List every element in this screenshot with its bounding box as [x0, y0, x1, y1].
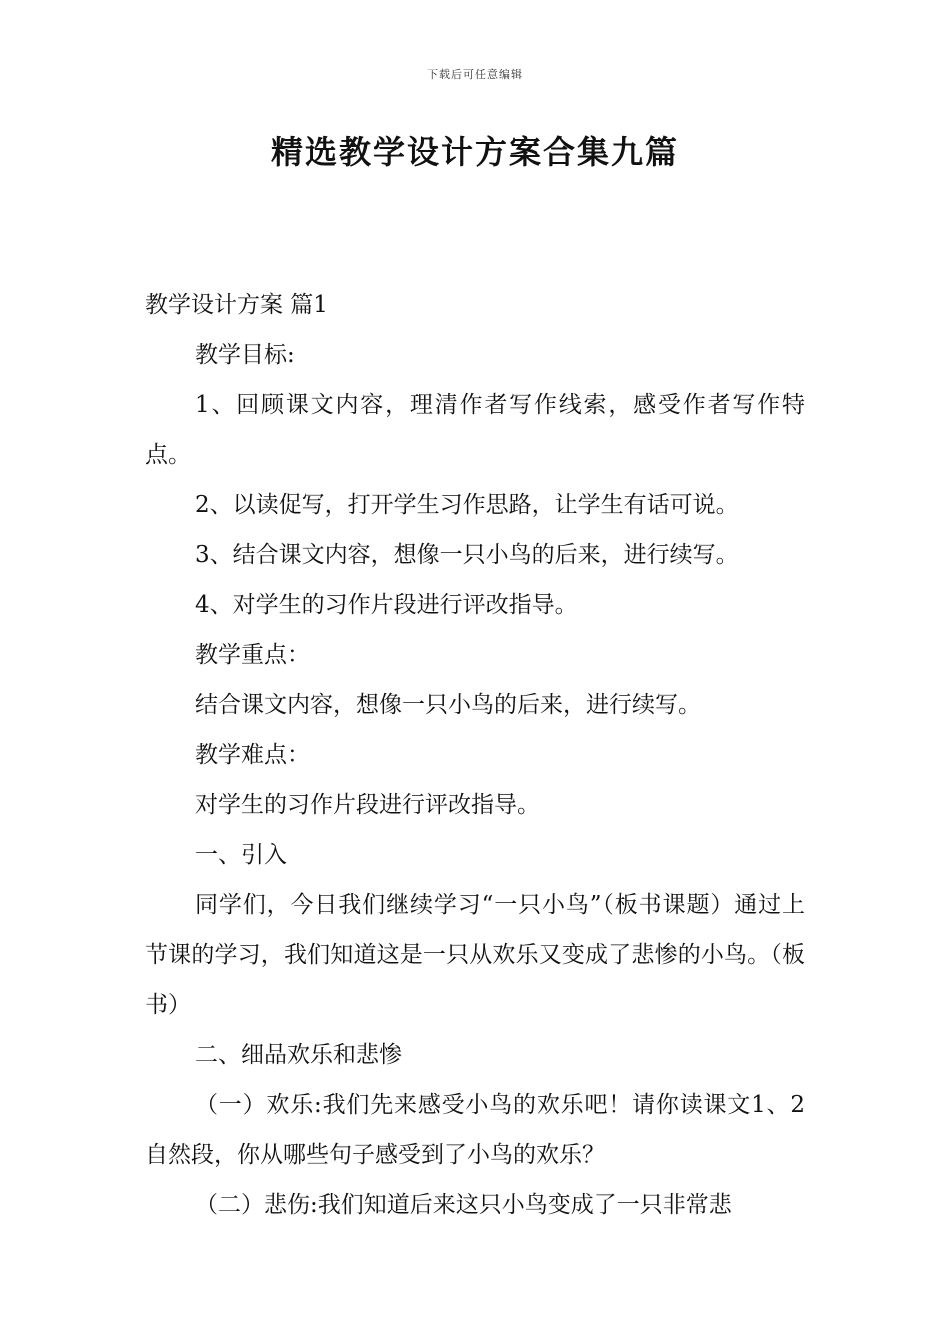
header-note: 下载后可任意编辑 — [427, 68, 523, 81]
paragraph: 4、对学生的习作片段进行评改指导。 — [195, 592, 578, 618]
section-heading: 教学设计方案 篇1 — [145, 292, 328, 318]
paragraph: 教学重点： — [195, 642, 310, 668]
paragraph: 2、以读促写，打开学生习作思路，让学生有话可说。 — [195, 492, 739, 518]
paragraph: （一）欢乐:我们先来感受小鸟的欢乐吧！请你读课文1、2自然段，你从哪些句子感受到了小鸟的欢乐？ — [145, 1092, 805, 1168]
paragraph: 二、细品欢乐和悲惨 — [195, 1042, 402, 1068]
paragraph: 1、回顾课文内容，理清作者写作线索，感受作者写作特点。 — [145, 392, 805, 468]
paragraph: 结合课文内容，想像一只小鸟的后来，进行续写。 — [195, 692, 701, 718]
paragraph: 教学目标: — [195, 342, 295, 368]
paragraph: 3、结合课文内容，想像一只小鸟的后来，进行续写。 — [195, 542, 739, 568]
document-title: 精选教学设计方案合集九篇 — [270, 133, 679, 171]
paragraph: 对学生的习作片段进行评改指导。 — [195, 792, 540, 818]
document-body — [145, 280, 805, 1230]
paragraph: 同学们，今日我们继续学习“一只小鸟”（板书课题）通过上节课的学习，我们知道这是一只从欢乐又变成了悲惨的小鸟。（板书） — [145, 892, 805, 1018]
paragraph: 教学难点： — [195, 742, 310, 768]
paragraph: （二）悲伤:我们知道后来这只小鸟变成了一只非常悲 — [195, 1192, 732, 1218]
paragraph: 一、引入 — [195, 842, 287, 868]
